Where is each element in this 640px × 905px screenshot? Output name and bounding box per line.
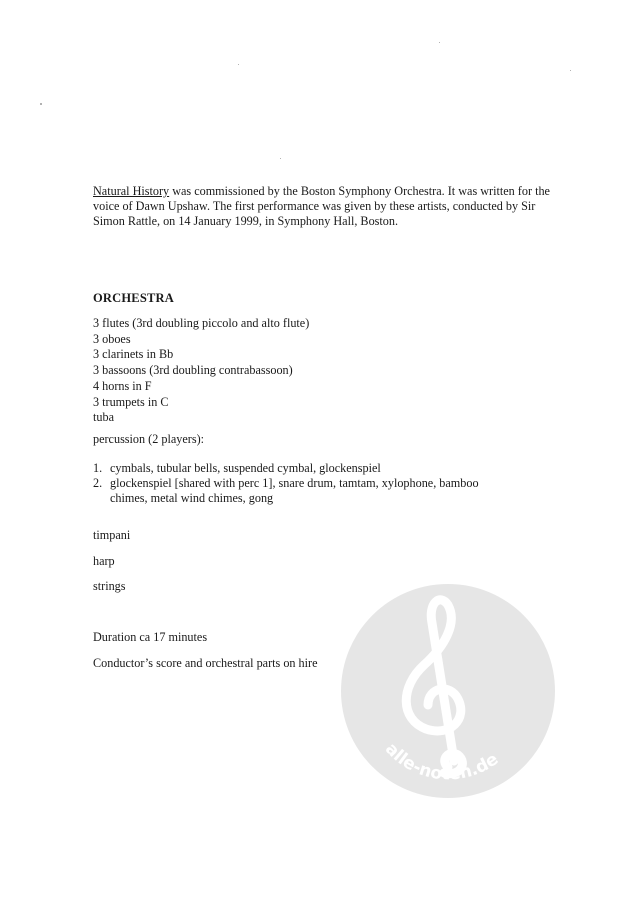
item-number: 2. bbox=[93, 476, 103, 490]
scan-speck bbox=[238, 64, 239, 65]
watermark-text: alle-noten.de bbox=[380, 739, 503, 785]
strings-line: strings bbox=[93, 579, 126, 593]
duration-line: Duration ca 17 minutes bbox=[93, 630, 208, 644]
scan-speck bbox=[570, 70, 571, 71]
item-text: glockenspiel [shared with perc 1], snare drum, tamtam, xylophone, bamboo chimes, metal wind chimes, gong bbox=[110, 476, 479, 505]
instrument-line: tuba bbox=[93, 410, 114, 424]
instrument-line: 4 horns in F bbox=[93, 379, 152, 393]
hire-note: Conductor’s score and orchestral parts on hire bbox=[93, 656, 318, 670]
scan-speck bbox=[439, 42, 440, 43]
percussion-label: percussion (2 players): bbox=[93, 432, 205, 446]
scan-speck bbox=[280, 158, 281, 159]
percussion-item bbox=[93, 461, 513, 476]
percussion-item bbox=[93, 476, 513, 506]
instrument-line: 3 trumpets in C bbox=[93, 394, 169, 409]
woodwinds-list bbox=[93, 316, 309, 378]
timpani-line: timpani bbox=[93, 528, 131, 542]
item-number: 1. bbox=[93, 461, 103, 475]
item-text: cymbals, tubular bells, suspended cymbal, glockenspiel bbox=[110, 461, 381, 475]
instrument-line: 3 bassoons (3rd doubling contrabassoon) bbox=[93, 362, 293, 377]
brass-list bbox=[93, 379, 169, 426]
work-title: Natural History bbox=[93, 184, 170, 198]
orchestra-heading: ORCHESTRA bbox=[93, 291, 174, 305]
percussion-list bbox=[93, 461, 513, 506]
instrument-line: 3 clarinets in Bb bbox=[93, 347, 174, 361]
instrument-line: 3 oboes bbox=[93, 331, 131, 346]
watermark-logo bbox=[340, 583, 556, 799]
commission-note bbox=[93, 184, 563, 229]
instrument-line: 3 flutes (3rd doubling piccolo and alto flute) bbox=[93, 316, 310, 330]
scan-speck bbox=[40, 103, 42, 105]
commission-text: was commissioned by the Boston Symphony Orchestra. It was written for the voice of Dawn Upshaw. The first performance was given by these artists, conducted by Sir Simon Rattle, on 14 January 1999, in Symphony Hall, Boston. bbox=[93, 184, 550, 228]
harp-line: harp bbox=[93, 554, 115, 568]
